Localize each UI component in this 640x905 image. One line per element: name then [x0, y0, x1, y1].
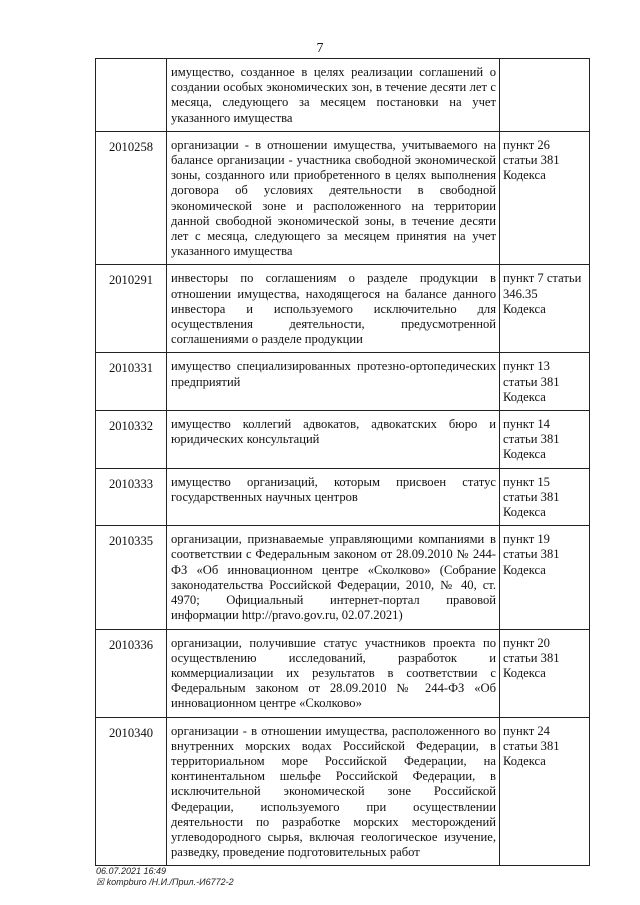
reference-cell	[500, 59, 590, 132]
description-cell: организации - в отношении имущества, учитываемого на балансе организации - участника свободной экономической зоны, созданного или приобретенного в целях выполнения договора об условиях деятельности в свободной экономической зоне и расположенного на территории данной свободной экономической зоны, в течение десяти лет с месяца, следующего за месяцем принятия на учет указанного имущества	[167, 131, 500, 265]
code-cell: 2010333	[96, 468, 167, 526]
footer-timestamp: 06.07.2021 16:49	[96, 866, 167, 876]
page-number: 7	[316, 41, 324, 56]
code-cell: 2010258	[96, 131, 167, 265]
code-cell	[96, 59, 167, 132]
codes-table	[95, 58, 590, 866]
description-cell: организации, признаваемые управляющими компаниями в соответствии с Федеральным законом от 28.09.2010 № 244-ФЗ «Об инновационном центре «Сколково» (Собрание законодательства Российской Федерации, 2010, № 40, ст. 4970; Официальный интернет-портал правовой информации http://pravo.gov.ru, 02.07.2021)	[167, 526, 500, 629]
code-cell: 2010291	[96, 265, 167, 353]
description-cell: инвесторы по соглашениям о разделе продукции в отношении имущества, находящегося на балансе данного инвестора и используемого исключительно для осуществления деятельности, предусмотренной соглашениями о разделе продукции	[167, 265, 500, 353]
reference-line: статьи 381	[503, 650, 560, 665]
reference-cell	[500, 468, 590, 526]
description-cell: организации, получившие статус участников проекта по осуществлению исследований, разработок и коммерциализации их результатов в соответствии с Федеральным законом от 28.09.2010 № 244-ФЗ «Об инновационном центре «Сколково»	[167, 629, 500, 717]
code-cell: 2010336	[96, 629, 167, 717]
reference-line: Кодекса	[503, 665, 546, 680]
reference-line: пункт 26	[503, 137, 550, 152]
table-row	[96, 526, 590, 629]
reference-cell	[500, 629, 590, 717]
reference-line: статьи 381	[503, 432, 560, 447]
reference-line: Кодекса	[503, 753, 546, 768]
reference-cell	[500, 526, 590, 629]
reference-line: Кодекса	[503, 168, 546, 183]
reference-line: статьи 381	[503, 547, 560, 562]
description-cell: имущество, созданное в целях реализации соглашений о создании особых экономических зон, в течение десяти лет с месяца, следующего за месяцем постановки на учет указанного имущества	[167, 59, 500, 132]
reference-cell	[500, 353, 590, 411]
code-cell: 2010340	[96, 717, 167, 866]
reference-line: пункт 20	[503, 635, 550, 650]
reference-line: Кодекса	[503, 505, 546, 520]
description-cell: имущество организаций, которым присвоен статус государственных научных центров	[167, 468, 500, 526]
table-row	[96, 131, 590, 265]
reference-line: пункт 13	[503, 359, 550, 374]
table-row	[96, 353, 590, 411]
reference-line: Кодекса	[503, 389, 546, 404]
reference-line: Кодекса	[503, 447, 546, 462]
description-cell: имущество коллегий адвокатов, адвокатских бюро и юридических консультаций	[167, 411, 500, 469]
reference-line: статьи 381	[503, 374, 560, 389]
code-cell: 2010332	[96, 411, 167, 469]
reference-line: 346.35	[503, 286, 538, 301]
reference-line: пункт 15	[503, 474, 550, 489]
reference-line: пункт 19	[503, 532, 550, 547]
reference-line: Кодекса	[503, 301, 546, 316]
footer-file-reference: ☒ kompburo /Н.И./Прил.-И6772-2	[96, 877, 234, 887]
reference-cell	[500, 265, 590, 353]
reference-line: пункт 7 статьи	[503, 271, 582, 286]
code-cell: 2010335	[96, 526, 167, 629]
table-row	[96, 59, 590, 132]
reference-line: Кодекса	[503, 562, 546, 577]
reference-cell	[500, 411, 590, 469]
reference-cell	[500, 717, 590, 866]
table-row	[96, 411, 590, 469]
reference-line: статьи 381	[503, 489, 560, 504]
table-row	[96, 265, 590, 353]
reference-cell	[500, 131, 590, 265]
reference-line: пункт 14	[503, 417, 550, 432]
description-cell: организации - в отношении имущества, расположенного во внутренних морских водах Российской Федерации, в территориальном море Российской Федерации, на континентальном шельфе Российской Федерации, в исключительной экономической зоне Российской Федерации, используемого при осуществлении деятельности по разработке морских месторождений углеводородного сырья, включая геологическое изучение, разведку, проведение подготовительных работ	[167, 717, 500, 866]
document-footer	[96, 866, 234, 888]
description-cell: имущество специализированных протезно-ортопедических предприятий	[167, 353, 500, 411]
reference-line: статьи 381	[503, 738, 560, 753]
code-cell: 2010331	[96, 353, 167, 411]
table-row	[96, 717, 590, 866]
table-row	[96, 468, 590, 526]
table-row	[96, 629, 590, 717]
reference-line: статьи 381	[503, 153, 560, 168]
reference-line: пункт 24	[503, 723, 550, 738]
